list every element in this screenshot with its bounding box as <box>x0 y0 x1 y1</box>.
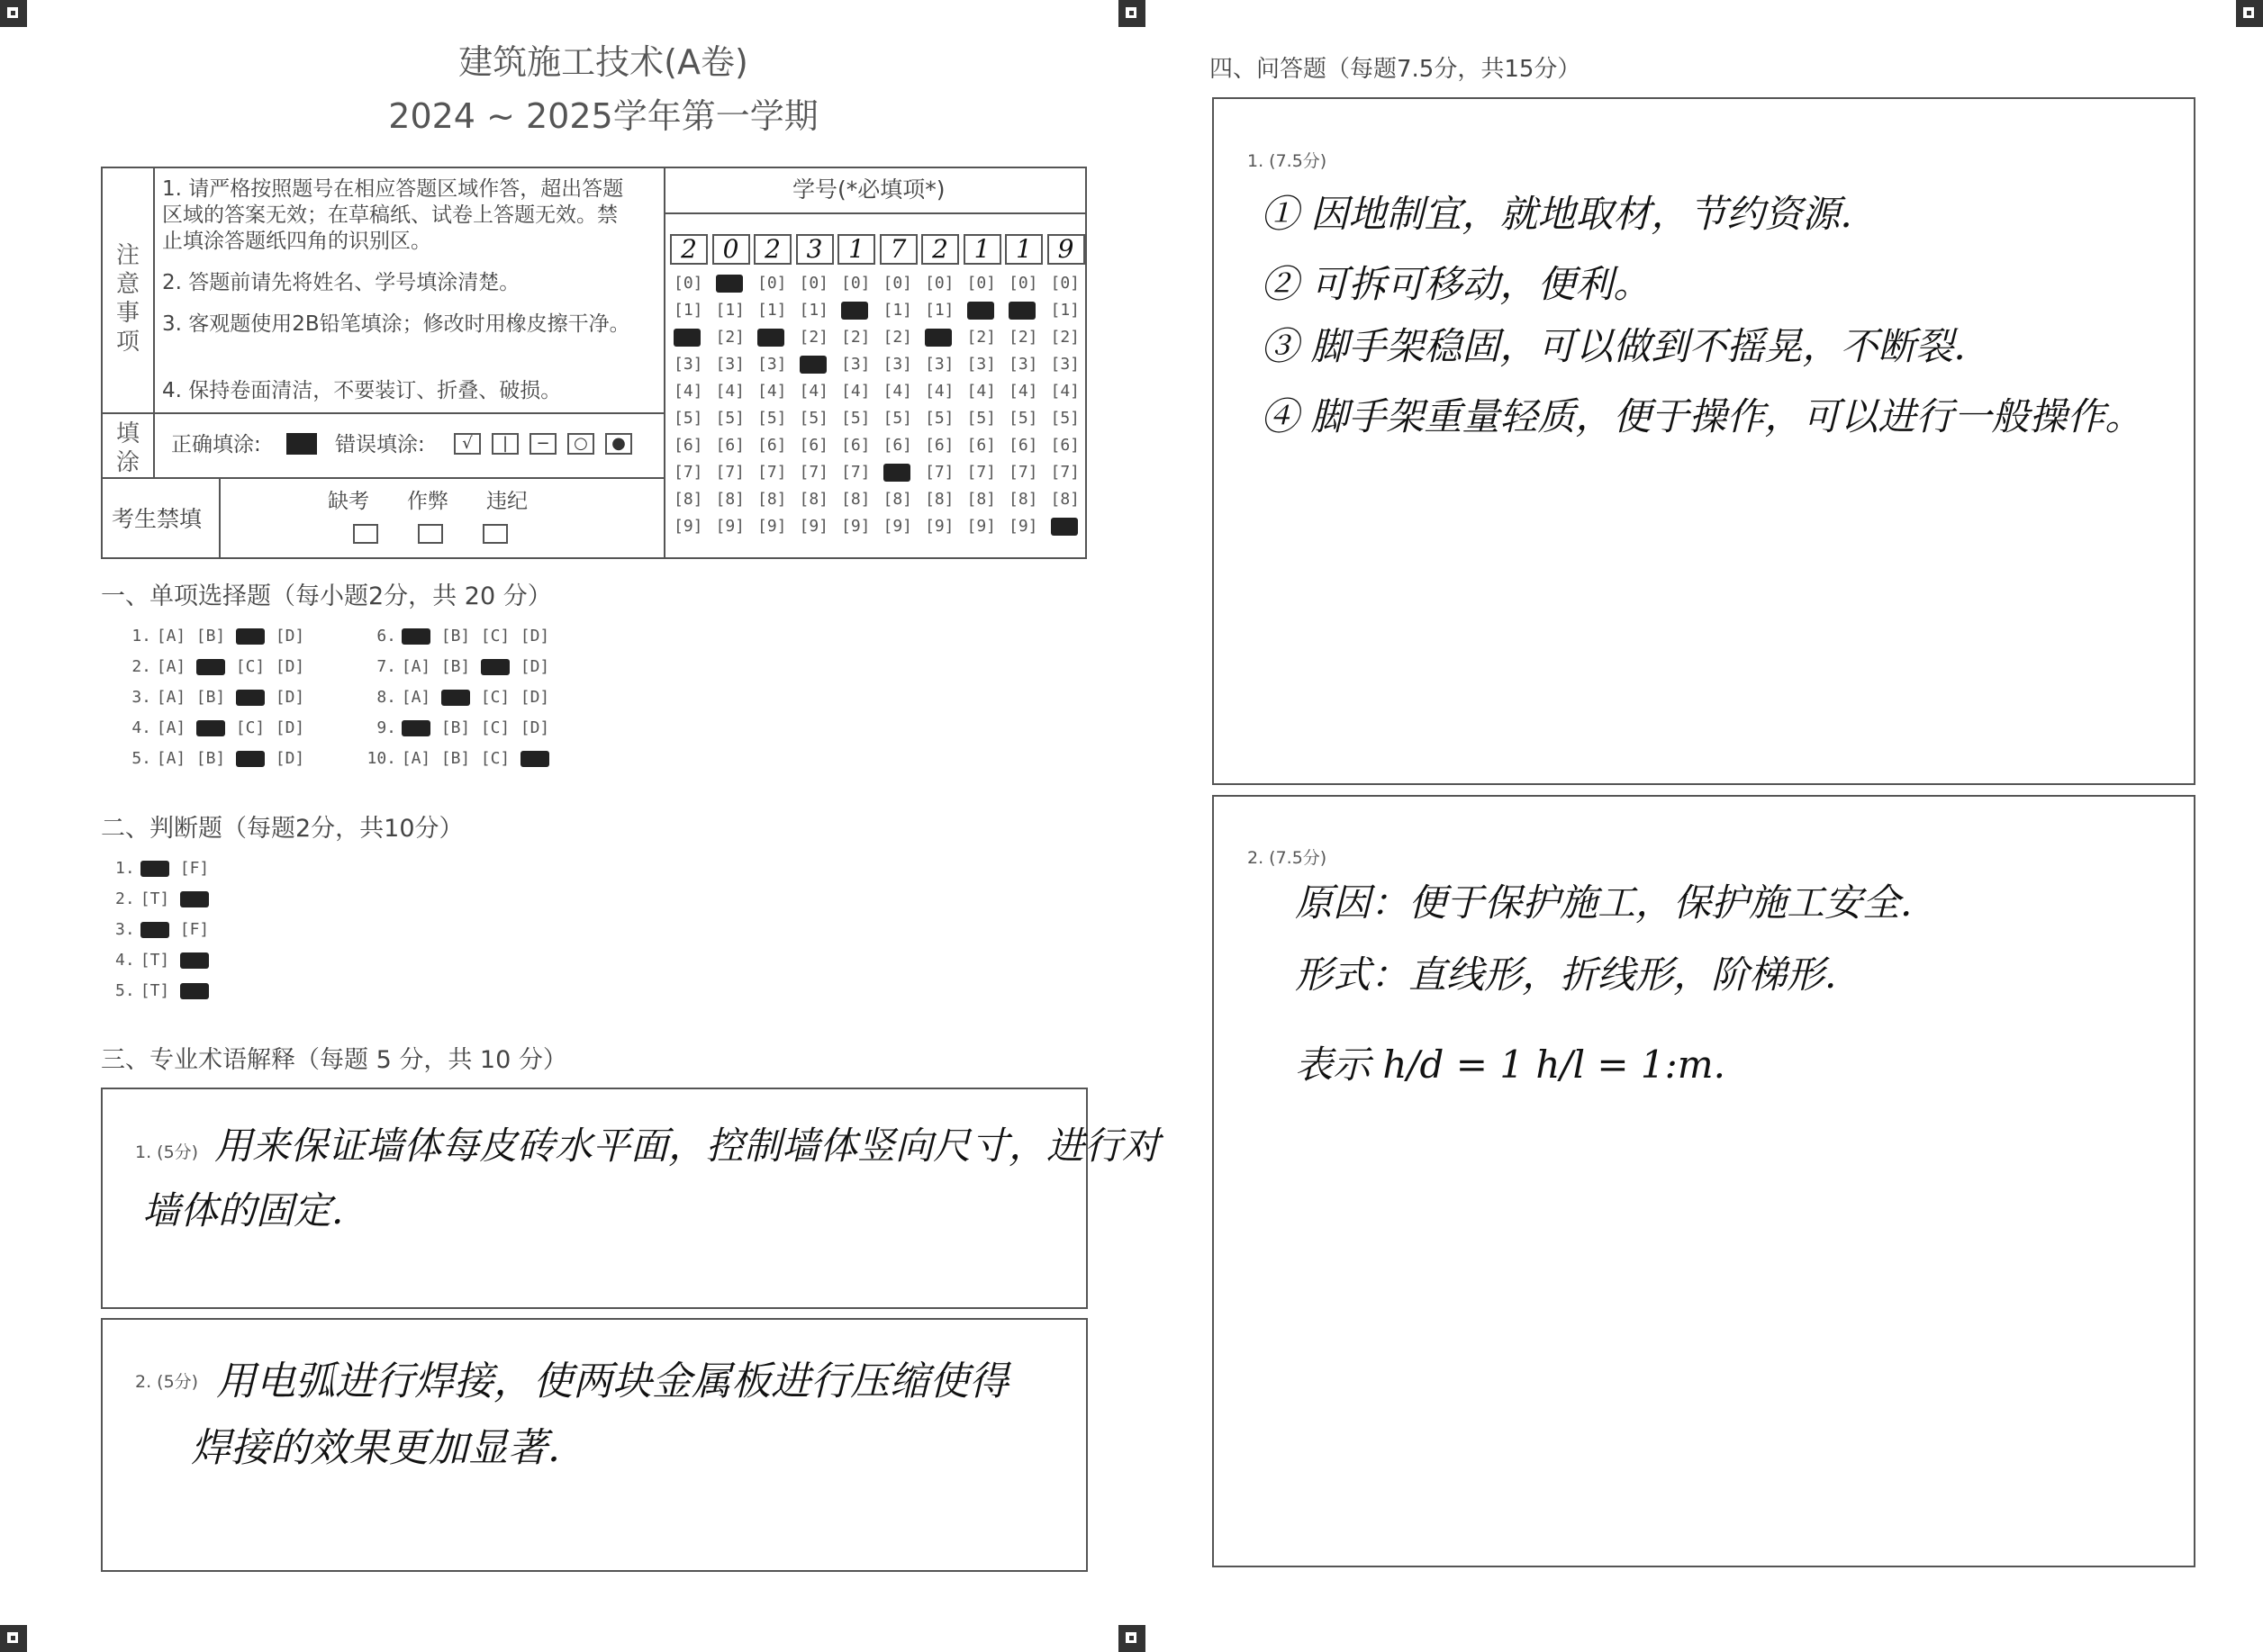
student-id-bubble[interactable]: [1] <box>757 301 787 320</box>
student-id-bubble[interactable]: [8] <box>883 490 913 509</box>
option-bubble[interactable]: [F] <box>179 859 210 878</box>
student-id-bubble[interactable]: [3] <box>841 355 871 374</box>
divider <box>219 477 221 559</box>
exam-term: 2024 ~ 2025学年第一学期 <box>388 96 819 136</box>
filled-mark <box>716 275 743 293</box>
student-id-bubble[interactable]: [2] <box>841 328 871 347</box>
section3-q1-line1: 用来保证墙体每皮砖水平面，控制墙体竖向尺寸，进行对 <box>214 1124 1161 1168</box>
student-id-bubble[interactable]: [9] <box>966 517 997 536</box>
question-number: 5. <box>115 981 135 1000</box>
option-bubble[interactable]: [C] <box>480 718 511 737</box>
forbidden-cheat-label: 作弊 <box>407 490 448 513</box>
student-id-digit-box[interactable]: 9 <box>1047 234 1085 265</box>
student-id-digit-box[interactable]: 0 <box>712 234 750 265</box>
student-id-bubble[interactable]: [8] <box>799 490 829 509</box>
student-id-bubble[interactable]: [3] <box>674 355 703 374</box>
forbidden-violation-checkbox[interactable] <box>483 524 508 544</box>
filled-mark <box>757 329 784 347</box>
option-bubble-filled[interactable] <box>402 628 430 645</box>
notice-item-2: 2. 答题前请先将姓名、学号填涂清楚。 <box>162 271 520 294</box>
section3-title: 三、专业术语解释（每题 5 分，共 10 分） <box>101 1046 567 1074</box>
section3-q1-line2: 墙体的固定. <box>142 1188 344 1232</box>
section4-q2-line1: 原因：便于保护施工，保护施工安全. <box>1295 880 1913 925</box>
student-id-bubble[interactable]: [7] <box>841 463 871 482</box>
student-id-bubble[interactable]: [2] <box>1050 328 1081 347</box>
student-id-bubble-filled[interactable] <box>967 301 1009 320</box>
option-bubble[interactable]: [C] <box>480 688 511 707</box>
option-bubble-filled[interactable] <box>236 751 265 767</box>
student-id-bubble[interactable]: [4] <box>883 382 913 401</box>
option-bubble[interactable]: [D] <box>520 688 550 707</box>
student-id-bubble-filled[interactable] <box>925 328 967 347</box>
option-bubble[interactable]: [B] <box>440 627 471 645</box>
option-bubble[interactable]: [A] <box>401 749 431 768</box>
question-number: 9. <box>376 718 396 737</box>
student-id-digit-box[interactable]: 1 <box>964 234 1001 265</box>
student-id-bubble[interactable]: [5] <box>925 409 955 428</box>
student-id-bubble[interactable]: [4] <box>715 382 746 401</box>
student-id-bubble[interactable]: [9] <box>883 517 913 536</box>
notice-item-4: 4. 保持卷面清洁，不要装订、折叠、破损。 <box>162 379 562 402</box>
student-id-bubble[interactable]: [7] <box>1050 463 1081 482</box>
student-id-bubble[interactable]: [2] <box>883 328 913 347</box>
student-id-bubble[interactable]: [2] <box>966 328 997 347</box>
student-id-bubble[interactable]: [7] <box>799 463 829 482</box>
option-bubble[interactable]: [D] <box>520 627 550 645</box>
student-id-bubble[interactable]: [6] <box>715 436 746 455</box>
filled-mark <box>800 356 827 374</box>
option-bubble[interactable]: [B] <box>440 718 471 737</box>
student-id-bubble-filled[interactable] <box>716 274 758 293</box>
student-id-bubble-filled[interactable] <box>841 301 883 320</box>
filled-mark <box>841 302 868 320</box>
section4-title: 四、问答题（每题7.5分，共15分） <box>1209 56 1581 83</box>
question-number: 5. <box>131 749 151 768</box>
option-bubble[interactable]: [T] <box>140 951 170 970</box>
section1-question <box>360 749 555 768</box>
section4-q2-line3: 表示 h/d = 1 h/l = 1:m. <box>1295 1043 1725 1087</box>
filled-mark <box>1051 518 1078 536</box>
option-bubble[interactable]: [D] <box>275 657 305 676</box>
student-id-bubble[interactable]: [6] <box>757 436 787 455</box>
student-id-bubble[interactable]: [0] <box>925 274 955 293</box>
student-id-bubble[interactable]: [9] <box>757 517 787 536</box>
student-id-bubble[interactable]: [4] <box>799 382 829 401</box>
student-id-bubble[interactable]: [2] <box>1009 328 1038 347</box>
student-id-bubble[interactable]: [9] <box>674 517 703 536</box>
section4-q1-line1: ① 因地制宜，就地取材，节约资源. <box>1261 192 1852 236</box>
filled-mark <box>967 302 994 320</box>
student-id-bubble[interactable]: [0] <box>799 274 829 293</box>
student-id-bubble[interactable]: [4] <box>841 382 871 401</box>
student-id-grid-row <box>674 328 1092 355</box>
student-id-grid-row <box>674 355 1092 382</box>
exam-title: 建筑施工技术(A卷) <box>458 42 748 82</box>
student-id-bubble[interactable]: [3] <box>925 355 955 374</box>
student-id-bubble[interactable]: [7] <box>966 463 997 482</box>
student-id-bubble[interactable]: [6] <box>674 436 703 455</box>
option-bubble[interactable]: [B] <box>440 657 471 676</box>
corner-marker-top-right <box>2236 0 2263 27</box>
student-id-bubble[interactable]: [6] <box>966 436 997 455</box>
section4-q1-line2: ② 可拆可移动，便利。 <box>1261 262 1652 306</box>
option-bubble-filled[interactable] <box>236 628 265 645</box>
student-id-bubble[interactable]: [0] <box>757 274 787 293</box>
option-bubble[interactable]: [T] <box>140 981 170 1000</box>
student-id-bubble[interactable]: [0] <box>966 274 997 293</box>
section1-question <box>115 627 310 645</box>
section2-question <box>115 981 214 1000</box>
notice-item-1: 1. 请严格按照题号在相应答题区域作答，超出答题区域的答案无效；在草稿纸、试卷上答题无效。禁止填涂答题纸四角的识别区。 <box>162 177 624 253</box>
student-id-bubble[interactable]: [4] <box>757 382 787 401</box>
student-id-bubble[interactable]: [5] <box>883 409 913 428</box>
option-bubble[interactable]: [D] <box>275 627 305 645</box>
option-bubble-filled[interactable] <box>180 952 209 969</box>
correct-fill-sample <box>286 433 317 455</box>
student-id-label: 学号(*必填项*) <box>792 176 946 203</box>
student-id-grid-row <box>674 463 1092 490</box>
divider <box>101 477 665 479</box>
student-id-bubble[interactable]: [7] <box>715 463 746 482</box>
student-id-bubble[interactable]: [7] <box>757 463 787 482</box>
option-bubble[interactable]: [B] <box>195 749 226 768</box>
student-id-bubble[interactable]: [9] <box>1009 517 1038 536</box>
student-id-bubble[interactable]: [6] <box>841 436 871 455</box>
section2-question <box>115 951 214 970</box>
student-id-bubble[interactable]: [8] <box>715 490 746 509</box>
student-id-bubble[interactable]: [5] <box>841 409 871 428</box>
corner-marker-top-left <box>0 0 27 27</box>
section2-question <box>115 889 214 908</box>
option-bubble[interactable]: [A] <box>401 657 431 676</box>
student-id-bubble-filled[interactable] <box>800 355 842 374</box>
option-bubble[interactable]: [B] <box>440 749 471 768</box>
correct-fill-label: 正确填涂: <box>171 433 261 456</box>
forbidden-label: 考生禁填 <box>112 506 203 532</box>
section1-question <box>360 718 555 737</box>
student-id-digit-box[interactable]: 7 <box>880 234 918 265</box>
corner-marker-bottom-center <box>1118 1625 1145 1652</box>
corner-marker-top-center <box>1118 0 1145 27</box>
student-id-bubble[interactable]: [9] <box>925 517 955 536</box>
student-id-bubble[interactable]: [6] <box>1050 436 1081 455</box>
student-id-bubble[interactable]: [3] <box>1050 355 1081 374</box>
student-id-bubble[interactable]: [4] <box>925 382 955 401</box>
forbidden-absent-checkbox[interactable] <box>353 524 378 544</box>
wrong-fill-label: 错误填涂: <box>335 433 425 456</box>
student-id-grid-row <box>674 274 1092 301</box>
divider <box>664 212 1087 214</box>
wrong-sample-dot: ● <box>605 433 632 455</box>
question-number: 1. <box>115 859 135 878</box>
student-id-bubble[interactable]: [7] <box>674 463 703 482</box>
student-id-bubble[interactable]: [6] <box>925 436 955 455</box>
divider <box>101 412 665 414</box>
student-id-bubble[interactable]: [0] <box>674 274 703 293</box>
option-bubble[interactable]: [A] <box>156 688 186 707</box>
student-id-bubble[interactable]: [8] <box>966 490 997 509</box>
wrong-sample-dash: − <box>530 433 557 455</box>
student-id-grid-row <box>674 517 1092 544</box>
student-id-bubble[interactable]: [5] <box>757 409 787 428</box>
student-id-bubble[interactable]: [5] <box>674 409 703 428</box>
option-bubble[interactable]: [C] <box>480 749 511 768</box>
student-id-bubble[interactable]: [0] <box>883 274 913 293</box>
student-id-bubble[interactable]: [7] <box>1009 463 1038 482</box>
student-id-bubble[interactable]: [7] <box>925 463 955 482</box>
student-id-bubble[interactable]: [2] <box>799 328 829 347</box>
student-id-bubble[interactable]: [3] <box>966 355 997 374</box>
section4-q1-label: 1. (7.5分) <box>1247 151 1327 171</box>
section1-title: 一、单项选择题（每小题2分，共 20 分） <box>101 582 552 610</box>
student-id-bubble[interactable]: [8] <box>1009 490 1038 509</box>
student-id-grid-row <box>674 490 1092 517</box>
student-id-bubble[interactable]: [1] <box>925 301 955 320</box>
student-id-bubble[interactable]: [6] <box>883 436 913 455</box>
option-bubble-filled[interactable] <box>196 659 225 675</box>
option-bubble[interactable]: [A] <box>156 749 186 768</box>
divider <box>153 167 155 478</box>
student-id-bubble[interactable]: [5] <box>799 409 829 428</box>
section1-question <box>115 688 310 707</box>
student-id-bubble[interactable]: [1] <box>715 301 746 320</box>
notice-label: 注意事项 <box>115 242 140 356</box>
student-id-bubble[interactable]: [3] <box>883 355 913 374</box>
wrong-sample-circle: ○ <box>567 433 594 455</box>
student-id-bubble[interactable]: [5] <box>1009 409 1038 428</box>
student-id-bubble[interactable]: [2] <box>715 328 746 347</box>
option-bubble[interactable]: [D] <box>520 657 550 676</box>
section4-q2-line2: 形式：直线形，折线形，阶梯形. <box>1295 952 1837 997</box>
option-bubble[interactable]: [D] <box>275 749 305 768</box>
student-id-grid[interactable] <box>674 274 1092 544</box>
section3-q2-label: 2. (5分) <box>135 1372 199 1392</box>
student-id-bubble[interactable]: [0] <box>1050 274 1081 293</box>
student-id-digit-box[interactable]: 2 <box>921 234 959 265</box>
option-bubble[interactable]: [A] <box>156 718 186 737</box>
option-bubble[interactable]: [B] <box>195 688 226 707</box>
option-bubble-filled[interactable] <box>140 922 169 938</box>
section1-question <box>360 627 555 645</box>
question-number: 1. <box>131 627 151 645</box>
student-id-grid-row <box>674 301 1092 328</box>
student-id-bubble[interactable]: [0] <box>1009 274 1038 293</box>
student-id-bubble-filled[interactable] <box>757 328 800 347</box>
section4-q2-label: 2. (7.5分) <box>1247 848 1327 868</box>
student-id-bubble[interactable]: [6] <box>1009 436 1038 455</box>
option-bubble-filled[interactable] <box>520 751 549 767</box>
option-bubble[interactable]: [A] <box>156 657 186 676</box>
forbidden-cheat-checkbox[interactable] <box>418 524 443 544</box>
option-bubble-filled[interactable] <box>180 983 209 999</box>
section2-question <box>115 920 214 939</box>
section1-question <box>360 657 555 676</box>
forbidden-violation-label: 违纪 <box>486 490 528 513</box>
student-id-digit-box[interactable]: 2 <box>670 234 708 265</box>
option-bubble[interactable]: [C] <box>235 718 266 737</box>
option-bubble-filled[interactable] <box>196 720 225 736</box>
student-id-grid-row <box>674 409 1092 436</box>
student-id-bubble[interactable]: [5] <box>715 409 746 428</box>
option-bubble-filled[interactable] <box>180 891 209 907</box>
question-number: 4. <box>131 718 151 737</box>
wrong-sample-check: √ <box>454 433 481 455</box>
option-bubble[interactable]: [A] <box>156 627 186 645</box>
option-bubble[interactable]: [C] <box>480 627 511 645</box>
student-id-bubble-filled[interactable] <box>1009 301 1051 320</box>
option-bubble[interactable]: [F] <box>179 920 210 939</box>
student-id-digit-box[interactable]: 3 <box>796 234 834 265</box>
option-bubble[interactable]: [A] <box>401 688 431 707</box>
student-id-bubble[interactable]: [1] <box>1050 301 1081 320</box>
section1-question <box>115 749 310 768</box>
student-id-digit-box[interactable]: 2 <box>754 234 792 265</box>
student-id-bubble[interactable]: [9] <box>799 517 829 536</box>
student-id-bubble[interactable]: [4] <box>1050 382 1081 401</box>
student-id-bubble[interactable]: [6] <box>799 436 829 455</box>
student-id-bubble-filled[interactable] <box>674 328 716 347</box>
question-number: 6. <box>376 627 396 645</box>
section1-question <box>115 718 310 737</box>
student-id-bubble[interactable]: [9] <box>841 517 871 536</box>
student-id-bubble[interactable]: [3] <box>757 355 787 374</box>
student-id-bubble-filled[interactable] <box>1051 517 1093 536</box>
option-bubble-filled[interactable] <box>481 659 510 675</box>
student-id-grid-row <box>674 382 1092 409</box>
student-id-bubble[interactable]: [8] <box>925 490 955 509</box>
student-id-bubble[interactable]: [1] <box>799 301 829 320</box>
student-id-bubble[interactable]: [4] <box>966 382 997 401</box>
question-number: 3. <box>131 688 151 707</box>
student-id-bubble[interactable]: [5] <box>1050 409 1081 428</box>
student-id-bubble[interactable]: [8] <box>757 490 787 509</box>
notice-item-3: 3. 客观题使用2B铅笔填涂；修改时用橡皮擦干净。 <box>162 312 630 336</box>
student-id-bubble[interactable]: [0] <box>841 274 871 293</box>
question-number: 2. <box>131 657 151 676</box>
question-number: 8. <box>376 688 396 707</box>
fill-label: 填涂 <box>115 420 140 476</box>
question-number: 10. <box>367 749 396 768</box>
question-number: 7. <box>376 657 396 676</box>
student-id-digit-box[interactable]: 1 <box>837 234 875 265</box>
filled-mark <box>925 329 952 347</box>
section1-question <box>115 657 310 676</box>
question-number: 4. <box>115 951 135 970</box>
student-id-digit-box[interactable]: 1 <box>1005 234 1043 265</box>
student-id-bubble[interactable]: [8] <box>841 490 871 509</box>
option-bubble-filled[interactable] <box>402 720 430 736</box>
divider <box>664 167 665 559</box>
option-bubble[interactable]: [D] <box>520 718 550 737</box>
student-id-bubble[interactable]: [8] <box>1050 490 1081 509</box>
filled-mark <box>1009 302 1036 320</box>
option-bubble[interactable]: [D] <box>275 718 305 737</box>
question-number: 3. <box>115 920 135 939</box>
forbidden-absent-label: 缺考 <box>328 490 369 513</box>
section2-title: 二、判断题（每题2分，共10分） <box>101 815 464 843</box>
student-id-bubble-filled[interactable] <box>883 463 926 482</box>
question-number: 2. <box>115 889 135 908</box>
option-bubble[interactable]: [C] <box>235 657 266 676</box>
filled-mark <box>674 329 701 347</box>
section2-question <box>115 859 214 878</box>
section1-question <box>360 688 555 707</box>
option-bubble[interactable]: [B] <box>195 627 226 645</box>
corner-marker-bottom-left <box>0 1625 27 1652</box>
student-id-bubble[interactable]: [8] <box>674 490 703 509</box>
section3-q2-line2: 焊接的效果更加显著. <box>191 1425 560 1471</box>
section4-q1-line3: ③ 脚手架稳固，可以做到不摇晃，不断裂. <box>1261 324 1966 368</box>
student-id-bubble[interactable]: [1] <box>883 301 913 320</box>
student-id-bubble[interactable]: [4] <box>1009 382 1038 401</box>
option-bubble-filled[interactable] <box>140 861 169 877</box>
section3-q2-line1: 用电弧进行焊接，使两块金属板进行压缩使得 <box>216 1359 1009 1404</box>
wrong-sample-line: | <box>492 433 519 455</box>
student-id-grid-row <box>674 436 1092 463</box>
student-id-bubble[interactable]: [9] <box>715 517 746 536</box>
option-bubble-filled[interactable] <box>236 690 265 706</box>
section3-q1-label: 1. (5分) <box>135 1142 199 1162</box>
student-id-bubble[interactable]: [5] <box>966 409 997 428</box>
student-id-bubble[interactable]: [3] <box>1009 355 1038 374</box>
filled-mark <box>883 464 910 482</box>
student-id-bubble[interactable]: [4] <box>674 382 703 401</box>
option-bubble-filled[interactable] <box>441 690 470 706</box>
option-bubble[interactable]: [T] <box>140 889 170 908</box>
option-bubble[interactable]: [D] <box>275 688 305 707</box>
section4-q1-line4: ④ 脚手架重量轻质，便于操作，可以进行一般操作。 <box>1261 394 2143 438</box>
student-id-bubble[interactable]: [3] <box>715 355 746 374</box>
student-id-bubble[interactable]: [1] <box>674 301 703 320</box>
